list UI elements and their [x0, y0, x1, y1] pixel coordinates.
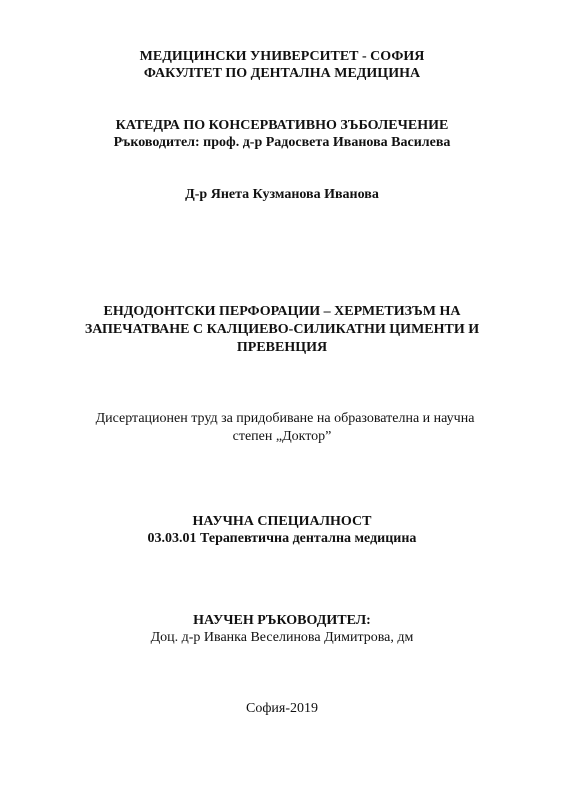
department-name: КАТЕДРА ПО КОНСЕРВАТИВНО ЗЪБОЛЕЧЕНИЕ: [115, 118, 449, 133]
supervisor-name: Доц. д-р Иванка Веселинова Димитрова, дм: [150, 630, 414, 645]
dissertation-statement-line: Дисертационен труд за придобиване на образователна и научна: [95, 411, 475, 426]
city-year: София-2019: [245, 701, 318, 716]
supervisor-label: НАУЧЕН РЪКОВОДИТЕЛ:: [193, 613, 371, 628]
dissertation-statement-line: степен „Доктор”: [232, 429, 332, 444]
faculty-name: ФАКУЛТЕТ ПО ДЕНТАЛНА МЕДИЦИНА: [143, 66, 421, 81]
author-name: Д-р Янета Кузманова Иванова: [185, 187, 379, 202]
specialty-label: НАУЧНА СПЕЦИАЛНОСТ: [192, 514, 372, 529]
department-head: Ръководител: проф. д-р Радосвета Иванова Василева: [113, 135, 451, 150]
specialty-value: 03.03.01 Терапевтична дентална медицина: [147, 531, 417, 546]
thesis-title-line: ПРЕВЕНЦИЯ: [236, 340, 328, 355]
thesis-title-line: ЕНДОДОНТСКИ ПЕРФОРАЦИИ – ХЕРМЕТИЗЪМ НА: [103, 304, 461, 319]
thesis-title-line: ЗАПЕЧАТВАНЕ С КАЛЦИЕВО-СИЛИКАТНИ ЦИМЕНТИ И: [84, 322, 480, 337]
university-name: МЕДИЦИНСКИ УНИВЕРСИТЕТ - СОФИЯ: [139, 49, 425, 64]
